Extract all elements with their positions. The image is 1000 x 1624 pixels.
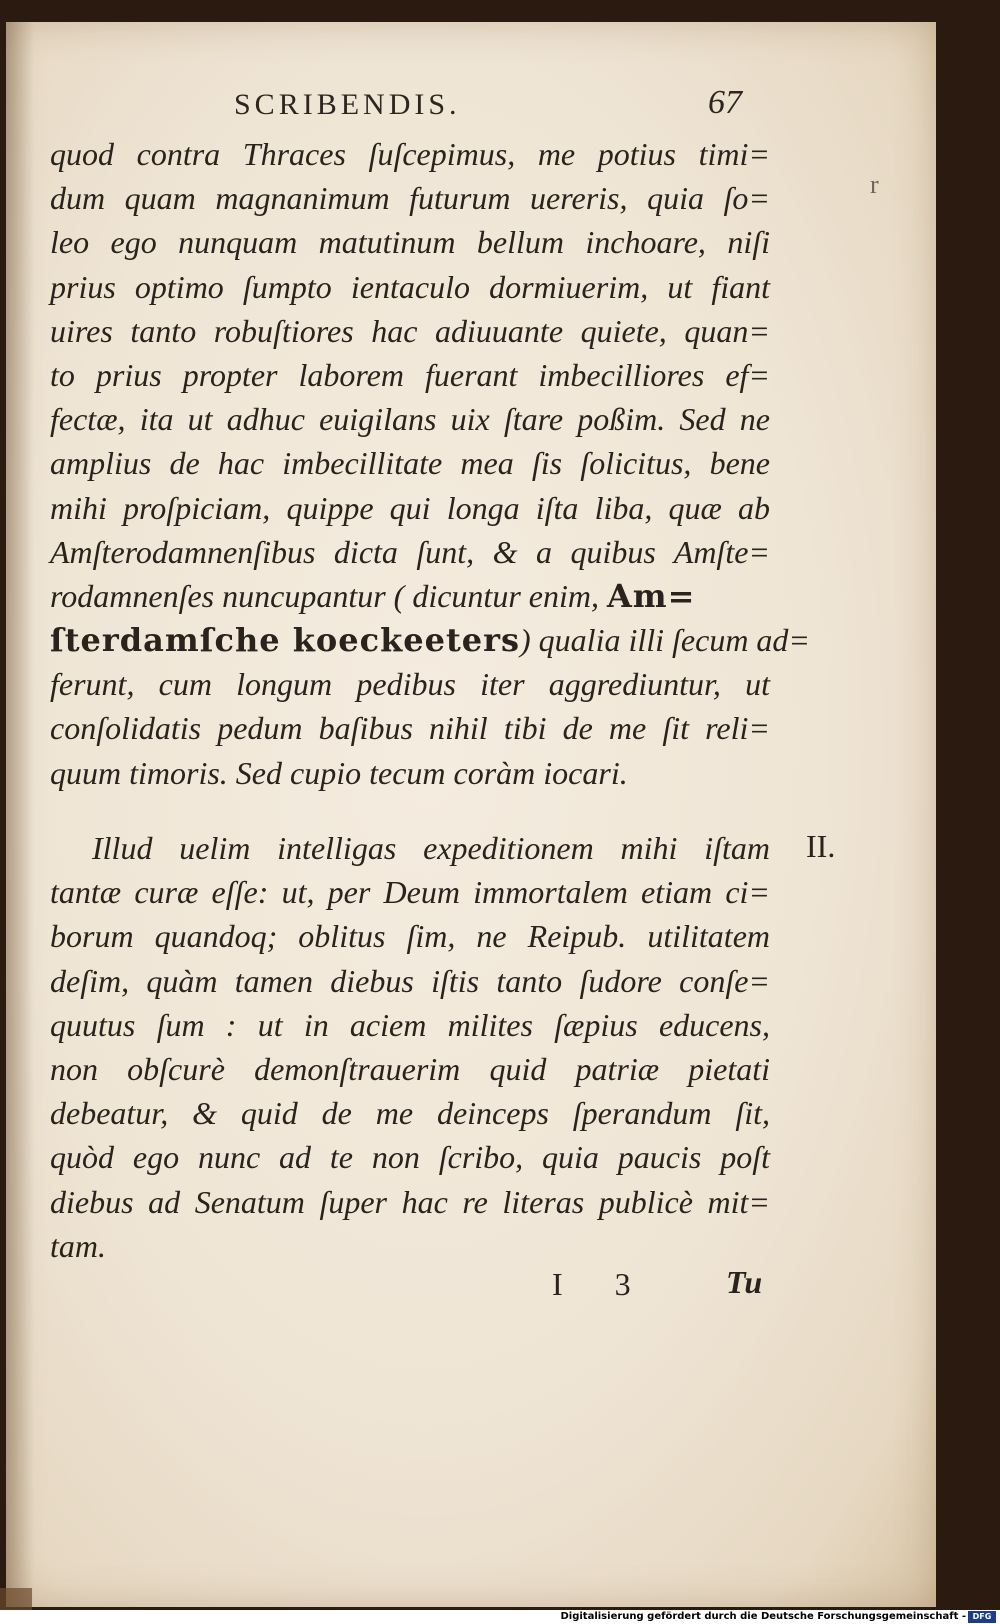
stray-ink-mark: r <box>870 170 879 199</box>
text-line: dum quam magnanimum futurum uereris, quia ſo= <box>50 180 770 217</box>
text-line-part: rodamnenſes nuncupantur ( dicuntur enim, <box>50 577 607 614</box>
text-line: amplius de hac imbecillitate mea ſis ſolicitus, bene <box>50 445 770 482</box>
text-line <box>50 618 811 662</box>
text-line: ferunt, cum longum pedibus iter aggrediuntur, ut <box>50 666 770 703</box>
text-line: borum quandoq; oblitus ſim, ne Reipub. utilitatem <box>50 918 770 955</box>
text-line: tam. <box>50 1227 106 1264</box>
blackletter-word: Am= <box>606 576 696 615</box>
binding-edge <box>0 1588 32 1610</box>
blackletter-phrase: ſterdamſche koeckeeters <box>50 621 521 660</box>
text-line: quutus ſum : ut in aciem milites ſæpius educens, <box>50 1006 770 1043</box>
gutter-shadow <box>6 22 34 1607</box>
text-line: non obſcurè demonſtrauerim quid patriæ pietati <box>50 1050 770 1087</box>
text-line: fectæ, ita ut adhuc euigilans uix ſtare poßim. Sed ne <box>50 401 770 438</box>
paragraph-1 <box>50 132 811 795</box>
dfg-logo: DFG <box>968 1611 996 1623</box>
text-line: uires tanto robuſtiores hac adiuuante quiete, quan= <box>50 312 770 349</box>
text-line: diebus ad Senatum ſuper hac re literas publicè mit= <box>50 1183 770 1220</box>
text-line: quòd ego nunc ad te non ſcribo, quia paucis poſt <box>50 1139 770 1176</box>
text-line: tantæ curæ eſſe: ut, per Deum immortalem etiam ci= <box>50 874 770 911</box>
text-line: conſolidatis pedum baſibus nihil tibi de me ſit reli= <box>50 710 770 747</box>
text-line: Illud uelim intelligas expeditionem mihi iſtam <box>92 830 770 866</box>
text-line: leo ego nunquam matutinum bellum inchoare, niſi <box>50 224 770 261</box>
text-line: quod contra Thraces ſuſcepimus, me potius timi= <box>50 136 770 172</box>
running-head: SCRIBENDIS. <box>234 88 461 121</box>
text-line: deſim, quàm tamen diebus iſtis tanto ſudore conſe= <box>50 962 770 999</box>
text-line: to prius propter laborem fuerant imbecilliores ef= <box>50 356 770 393</box>
text-line <box>50 574 770 618</box>
text-line: Amſterodamnenſibus dicta ſunt, & a quibus Amſte= <box>50 533 770 570</box>
text-line-part: ) qualia illi ſecum ad= <box>520 622 811 659</box>
page-number: 67 <box>708 84 742 121</box>
funding-notice: Digitalisierung gefördert durch die Deutsche Forschungsgemeinschaft - <box>560 1611 966 1622</box>
text-line: mihi proſpiciam, quippe qui longa iſta liba, quæ ab <box>50 489 770 526</box>
signature-mark: I 3 <box>552 1266 653 1302</box>
paragraph-2 <box>50 826 770 1268</box>
catchword: Tu <box>726 1264 763 1300</box>
text-line: prius optimo ſumpto ientaculo dormiuerim, ut fiant <box>50 268 770 305</box>
text-line: debeatur, & quid de me deinceps ſperandum ſit, <box>50 1095 770 1132</box>
text-line: quum timoris. Sed cupio tecum coràm iocari. <box>50 754 628 791</box>
marginal-note: II. <box>806 828 836 864</box>
